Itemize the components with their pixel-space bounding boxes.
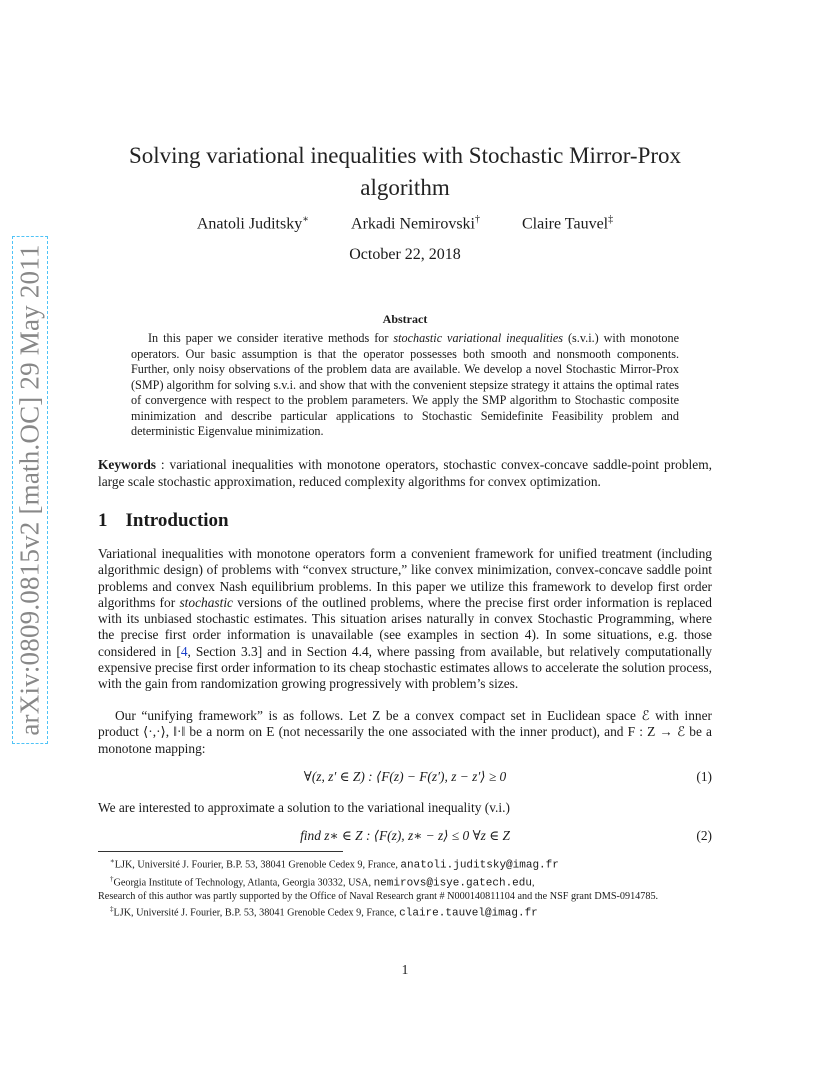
citation-link[interactable]: 4 — [180, 643, 188, 659]
email: claire.tauvel@imag.fr — [399, 907, 538, 920]
author-list — [100, 214, 710, 233]
arxiv-identifier: arXiv:0809.0815v2 [math.OC] 29 May 2011 — [14, 244, 45, 736]
paragraph: We are interested to approximate a solution to the variational inequality (v.i.) — [98, 800, 510, 815]
paper-title: Solving variational inequalities with Stochastic Mirror-Prox algorithm — [128, 143, 682, 200]
author: Claire Tauvel‡ — [522, 214, 614, 233]
footnote: ∗LJK, Université J. Fourier, B.P. 53, 38041 Grenoble Cedex 9, France, anatoli.juditsky@imag.fr — [110, 857, 559, 872]
equation-body: ∀(z, z′ ∈ Z) : ⟨F(z) − F(z′), z − z′⟩ ≥ 0 — [303, 769, 507, 784]
equation — [98, 828, 712, 846]
page-number: 1 — [401, 962, 409, 977]
keywords: Keywords : variational inequalities with monotone operators, stochastic convex-concave saddle-point problem, large scale stochastic approximation, reduced complexity algorithms for convex optimization. — [98, 457, 712, 489]
footnote: ‡LJK, Université J. Fourier, B.P. 53, 38041 Grenoble Cedex 9, France, claire.tauvel@imag.fr — [110, 905, 538, 920]
section-title: Introduction — [125, 510, 229, 531]
footnote-mark: ‡ — [608, 214, 614, 225]
email: anatoli.juditsky@imag.fr — [400, 859, 559, 872]
abstract-text: In this paper we consider iterative methods for stochastic variational inequalities (s.v.i.) with monotone operators. Our basic assumption is that the operator possesses both smooth and nonsmooth components. Further, only noisy observations of the problem data are available. We develop a novel Stochastic Mirror-Prox (SMP) algorithm for solving s.v.i. and show that with the convenient stepsize strategy it attains the optimal rates of convergence with respect to the problem parameters. We apply the SMP algorithm to Stochastic composite minimization and describe particular applications to Stochastic Semidefinite Feasibility problem and deterministic Eigenvalue minimization. — [131, 331, 679, 438]
paragraph: Our “unifying framework” is as follows. Let Z be a convex compact set in Euclidean space ℰ with inner product ⟨·,·⟩, ‖·‖ be a norm on E (not necessarily the one associated with the inner product), and F : Z → ℰ be a monotone mapping: — [98, 708, 712, 756]
equation-number: (2) — [696, 828, 712, 843]
equation — [98, 769, 712, 787]
paragraph: Variational inequalities with monotone operators form a convenient framework for unified treatment (including algorithmic design) of problems with “convex structure,” like convex minimization, convex-concave saddle point problems and convex Nash equilibrium problems. In this paper we utilize this framework to develop first order algorithms for stochastic versions of the outlined problems, where the precise first order information is replaced with its unbiased stochastic estimates. This situation arises naturally in convex Stochastic Programming, where the precise first order information is unavailable (see examples in section 4). In some situations, e.g. those considered in [4, Section 3.3] and in Section 4.4, where passing from available, but relatively computationally expensive precise first order information to its cheap stochastic estimates allows to accelerate the solution process, with the gain from randomization growing progressively with problem’s sizes. — [98, 546, 713, 692]
arxiv-stamp — [12, 236, 48, 744]
footnotes — [98, 855, 712, 921]
footnote: †Georgia Institute of Technology, Atlanta, Georgia 30332, USA, nemirovs@isye.gatech.edu, — [110, 874, 535, 889]
footnote-rule — [98, 851, 343, 852]
author: Arkadi Nemirovski† — [351, 214, 480, 233]
footnote-mark: † — [475, 214, 480, 225]
equation-number: (1) — [696, 769, 712, 784]
keywords-label: Keywords — [98, 457, 157, 472]
section-number: 1 — [98, 510, 108, 531]
email: nemirovs@isye.gatech.edu — [373, 876, 532, 889]
footnote: Research of this author was partly supported by the Office of Naval Research grant # N000140811104 and the NSF grant DMS-0914785. — [98, 891, 659, 903]
equation-body: find z∗ ∈ Z : ⟨F(z), z∗ − z⟩ ≤ 0 ∀z ∈ Z — [300, 828, 510, 843]
abstract-heading: Abstract — [382, 312, 428, 326]
section-heading — [98, 510, 229, 532]
paper-date: October 22, 2018 — [349, 246, 461, 263]
footnote-mark: ∗ — [302, 214, 310, 225]
author: Anatoli Juditsky∗ — [196, 214, 310, 233]
